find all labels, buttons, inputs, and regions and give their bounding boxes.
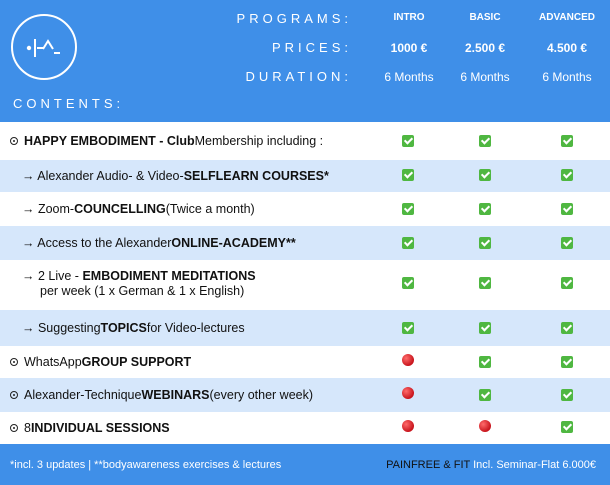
table-row — [0, 226, 610, 260]
feature-label: → Zoom- COUNCELLING (Twice a month) — [22, 202, 255, 216]
included-check-icon — [402, 322, 414, 334]
bullet-icon — [10, 137, 18, 145]
table-row — [0, 160, 610, 192]
included-check-icon — [479, 277, 491, 289]
feature-label: 8 INDIVIDUAL SESSIONS — [10, 412, 170, 444]
programs-label: PROGRAMS: — [236, 11, 352, 26]
included-check-icon — [402, 237, 414, 249]
included-check-icon — [561, 421, 573, 433]
not-included-icon — [402, 354, 414, 366]
feature-label: → Alexander Audio- & Video- SELFLEARN COURSES* — [22, 169, 329, 183]
header — [0, 0, 610, 122]
included-check-icon — [479, 237, 491, 249]
feature-label: → Access to the Alexander ONLINE-ACADEMY** — [22, 236, 296, 250]
table-row — [0, 378, 610, 412]
duration-label: DURATION: — [245, 69, 352, 84]
included-check-icon — [479, 169, 491, 181]
bullet-icon — [10, 424, 18, 432]
program-name-advanced: ADVANCED — [539, 12, 595, 23]
feature-label: Alexander-Technique WEBINARS (every other week) — [10, 378, 313, 412]
footer — [0, 444, 610, 485]
price-intro: 1000 € — [390, 41, 428, 55]
price-basic: 2.500 € — [464, 41, 506, 55]
included-check-icon — [561, 203, 573, 215]
logo-mark-icon — [13, 16, 75, 78]
included-check-icon — [479, 356, 491, 368]
table-row — [0, 346, 610, 378]
duration-intro: 6 Months — [384, 70, 434, 84]
duration-basic: 6 Months — [460, 70, 510, 84]
table-row — [0, 310, 610, 346]
included-check-icon — [402, 203, 414, 215]
contents-label: CONTENTS: — [13, 96, 125, 111]
table-row — [0, 192, 610, 226]
duration-advanced: 6 Months — [542, 70, 592, 84]
bullet-icon — [10, 391, 18, 399]
included-check-icon — [561, 169, 573, 181]
included-check-icon — [561, 135, 573, 147]
footnote: *incl. 3 updates | **bodyawareness exercises & lectures — [10, 459, 282, 471]
price-advanced: 4.500 € — [546, 41, 588, 55]
not-included-icon — [402, 387, 414, 399]
included-check-icon — [561, 237, 573, 249]
table-row — [0, 260, 610, 310]
not-included-icon — [479, 420, 491, 432]
bullet-icon — [10, 358, 18, 366]
program-name-intro: INTRO — [393, 12, 425, 23]
included-check-icon — [561, 322, 573, 334]
included-check-icon — [479, 203, 491, 215]
program-name-basic: BASIC — [469, 12, 501, 23]
table-row — [0, 412, 610, 444]
included-check-icon — [402, 135, 414, 147]
included-check-icon — [561, 356, 573, 368]
included-check-icon — [479, 135, 491, 147]
included-check-icon — [402, 169, 414, 181]
included-check-icon — [402, 277, 414, 289]
offer-text: PAINFREE & FIT Incl. Seminar-Flat 6.000€ — [386, 459, 596, 471]
feature-label: WhatsApp GROUP SUPPORT — [10, 346, 191, 378]
feature-label: HAPPY EMBODIMENT - Club Membership including : — [10, 122, 323, 160]
feature-label: → Suggesting TOPICS for Video-lectures — [22, 321, 245, 335]
included-check-icon — [561, 389, 573, 401]
table-row — [0, 122, 610, 160]
included-check-icon — [479, 389, 491, 401]
included-check-icon — [479, 322, 491, 334]
logo — [11, 14, 77, 80]
included-check-icon — [561, 277, 573, 289]
not-included-icon — [402, 420, 414, 432]
feature-label: → 2 Live - EMBODIMENT MEDITATIONS per week (1 x German & 1 x English) — [22, 269, 256, 298]
prices-label: PRICES: — [271, 40, 352, 55]
